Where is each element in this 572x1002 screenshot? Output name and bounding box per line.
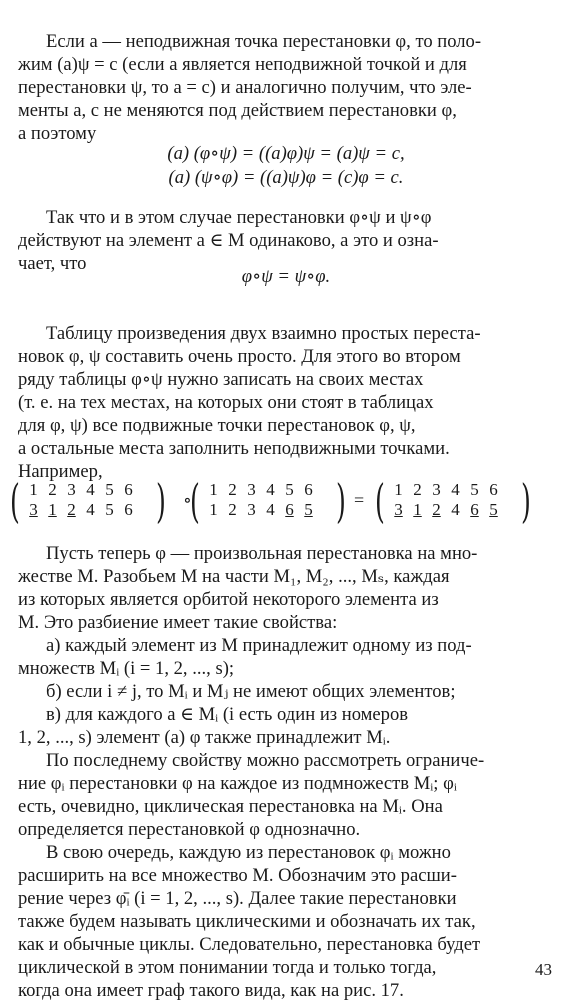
- text-line: (т. е. на тех местах, на которых они стоят в таблицах: [18, 392, 434, 413]
- perm-entry: 4: [451, 480, 460, 499]
- perm-entry: 3: [67, 480, 76, 499]
- perm-entry: 6: [285, 500, 294, 519]
- text-line: когда она имеет граф такого вида, как на рис. 17.: [18, 980, 404, 1001]
- perm-entry: 3: [247, 500, 256, 519]
- text-line: перестановки ψ, то a = c) и аналогично получим, что эле-: [18, 77, 472, 98]
- text-line: циклической в этом понимании тогда и только тогда,: [18, 957, 437, 978]
- perm-entry: 1: [209, 500, 218, 519]
- text-line: действуют на элемент a ∈ M одинаково, а это и озна-: [18, 230, 439, 251]
- perm-entry: 1: [48, 500, 57, 519]
- perm-entry: 2: [413, 480, 422, 499]
- perm-entry: 5: [489, 500, 498, 519]
- perm-entry: 5: [304, 500, 313, 519]
- text-line: для φ, ψ) все подвижные точки перестановок φ, ψ,: [18, 415, 416, 436]
- perm-entry: 4: [86, 500, 95, 519]
- perm-entry: 4: [451, 500, 460, 519]
- text-line: M. Это разбиение имеет такие свойства:: [18, 612, 338, 633]
- perm-bottom-row: [389, 500, 503, 520]
- text-line: менты a, c не меняются под действием перестановки φ,: [18, 100, 457, 121]
- equation-1: (a) (φ∘ψ) = ((a)φ)ψ = (a)ψ = c,: [167, 143, 405, 164]
- text-line: а поэтому: [18, 123, 97, 144]
- paragraph-partition: [18, 542, 554, 634]
- perm-entry: 2: [48, 480, 57, 499]
- perm-top-row: [204, 480, 318, 500]
- text-line: рение через φ̄ᵢ (i = 1, 2, ..., s). Далее такие перестановки: [18, 888, 457, 909]
- list-item: а) каждый элемент из M принадлежит одному из под-: [46, 635, 472, 656]
- perm-entry: 2: [228, 480, 237, 499]
- permutation-psi: ( 1 2 3 4 5 6 1 2 3 4 6 5 ): [190, 474, 346, 528]
- text-line: также будем называть циклическими и обозначать их так,: [18, 911, 476, 932]
- equation-3: φ∘ψ = ψ∘φ.: [241, 266, 331, 287]
- text-line: Если a — неподвижная точка перестановки φ, то поло-: [46, 31, 482, 52]
- perm-top-row: [389, 480, 503, 500]
- text-line: ние φᵢ перестановки φ на каждое из подмножеств Mᵢ; φᵢ: [18, 773, 457, 794]
- perm-entry: 6: [124, 500, 133, 519]
- perm-entry: 3: [394, 500, 403, 519]
- perm-entry: 3: [432, 480, 441, 499]
- equation-2: (a) (ψ∘φ) = ((a)ψ)φ = (c)φ = c.: [168, 167, 404, 188]
- text-line: из которых является орбитой некоторого элемента из: [18, 589, 439, 610]
- perm-entry: 1: [209, 480, 218, 499]
- perm-bottom-row: [204, 500, 318, 520]
- page-number: 43: [535, 960, 552, 979]
- perm-entry: 6: [489, 480, 498, 499]
- perm-entry: 2: [67, 500, 76, 519]
- paragraph-fixed-point: [18, 30, 554, 145]
- perm-entry: 6: [304, 480, 313, 499]
- perm-entry: 6: [124, 480, 133, 499]
- text-line: В свою очередь, каждую из перестановок φᵢ можно: [46, 842, 451, 863]
- perm-bottom-row: [24, 500, 138, 520]
- text-line: По последнему свойству можно рассмотреть ограниче-: [46, 750, 485, 771]
- permutation-product: ( 1 2 3 4 5 6 3 1 2 4 6 5 ): [375, 474, 531, 528]
- text-line: Пусть теперь φ — произвольная перестановка на мно-: [46, 543, 478, 564]
- paragraph-extension: [18, 841, 554, 1002]
- perm-entry: 5: [105, 500, 114, 519]
- equals-operator: =: [354, 490, 365, 510]
- list-item: б) если i ≠ j, то Mᵢ и Mⱼ не имеют общих элементов;: [46, 681, 456, 702]
- list-item: в) для каждого a ∈ Mᵢ (i есть один из номеров: [46, 704, 409, 725]
- text-line: определяется перестановкой φ однозначно.: [18, 819, 361, 840]
- property-list: [18, 634, 554, 749]
- perm-entry: 3: [29, 500, 38, 519]
- perm-entry: 1: [29, 480, 38, 499]
- perm-top-row: [24, 480, 138, 500]
- list-item: 1, 2, ..., s) элемент (a) φ также принадлежит Mᵢ.: [18, 727, 391, 748]
- text-line: есть, очевидно, циклическая перестановка на Mᵢ. Она: [18, 796, 443, 817]
- text-line: Так что и в этом случае перестановки φ∘ψ и ψ∘φ: [46, 207, 432, 228]
- text-line: ряду таблицы φ∘ψ нужно записать на своих местах: [18, 369, 424, 390]
- text-line: как и обычные циклы. Следовательно, перестановка будет: [18, 934, 481, 955]
- text-line: новок φ, ψ составить очень просто. Для этого во втором: [18, 346, 461, 367]
- compose-operator: ∘: [183, 490, 192, 510]
- perm-entry: 4: [266, 500, 275, 519]
- permutation-phi: ( 1 2 3 4 5 6 3 1 2 4 5 6 ): [10, 474, 166, 528]
- list-item: множеств Mᵢ (i = 1, 2, ..., s);: [18, 658, 235, 679]
- perm-entry: 5: [105, 480, 114, 499]
- perm-entry: 2: [432, 500, 441, 519]
- text-line: Например,: [18, 461, 103, 482]
- perm-entry: 2: [228, 500, 237, 519]
- perm-entry: 6: [470, 500, 479, 519]
- text-line: жим (a)ψ = c (если a является неподвижной точкой и для: [18, 54, 467, 75]
- perm-entry: 5: [470, 480, 479, 499]
- perm-entry: 3: [247, 480, 256, 499]
- text-line: жестве M. Разобьем M на части M₁, M₂, ..., Mₛ, каждая: [18, 566, 450, 587]
- text-line: а остальные места заполнить неподвижными точками.: [18, 438, 450, 459]
- text-line: чает, что: [18, 253, 87, 274]
- paragraph-table-product: [18, 322, 554, 483]
- perm-entry: 4: [86, 480, 95, 499]
- perm-entry: 1: [413, 500, 422, 519]
- perm-entry: 5: [285, 480, 294, 499]
- text-line: расширить на все множество M. Обозначим это расши-: [18, 865, 457, 886]
- permutation-example: [10, 474, 562, 528]
- text-line: Таблицу произведения двух взаимно простых переста-: [46, 323, 481, 344]
- perm-entry: 1: [394, 480, 403, 499]
- perm-entry: 4: [266, 480, 275, 499]
- paragraph-restriction: [18, 749, 554, 841]
